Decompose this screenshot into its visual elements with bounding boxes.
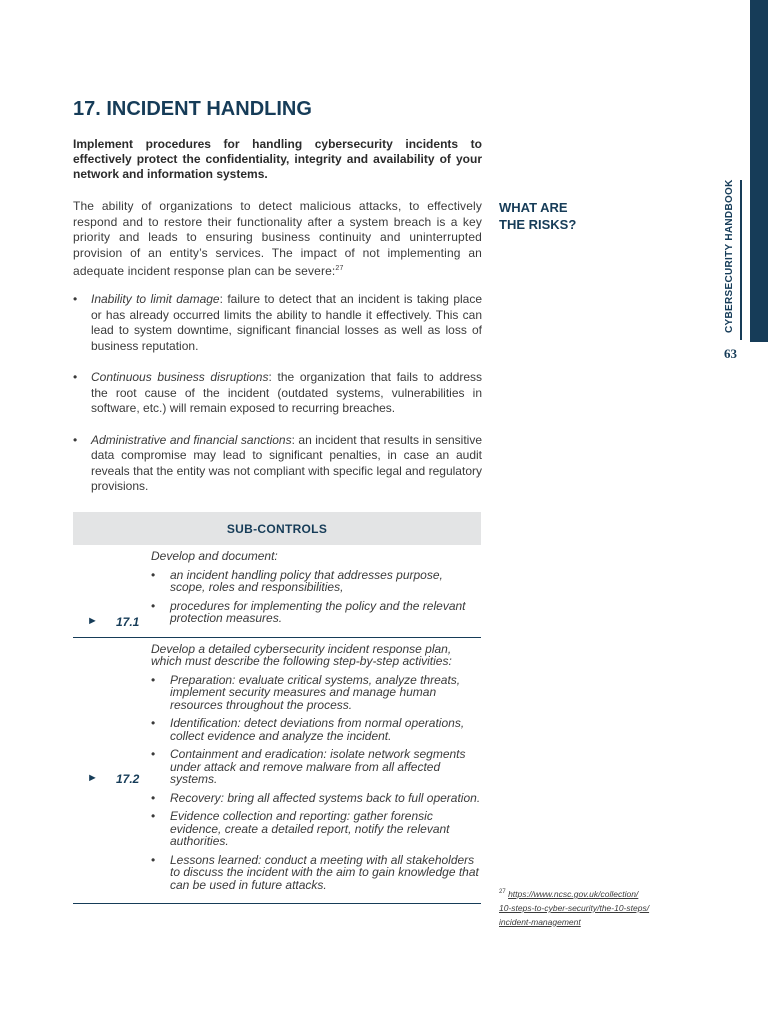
footnote-line [499, 885, 699, 901]
subcontrol-number: 17.1 [116, 615, 140, 629]
subcontrol-lead: Develop a detailed cybersecurity incident response plan, which must describe the following step-by-step activities: [151, 641, 452, 668]
arrow-right-icon: ► [87, 771, 98, 784]
risk-item [73, 292, 482, 354]
side-color-bar [750, 0, 768, 342]
handbook-label: CYBERSECURITY HANDBOOK [724, 179, 735, 333]
list-item-text: procedures for implementing the policy and the relevant protection measures. [170, 598, 466, 625]
subcontrol-number: 17.2 [116, 771, 140, 786]
risks-heading-line-2: THE RISKS? [499, 217, 577, 232]
risk-text: : failure to detect that an incident is taking place or has already occurred limits the ability to handle it effectively. This can lead to system downtime, significant financial losses as well as loss of business reputation. [91, 292, 483, 353]
subcontrol-body [151, 545, 481, 637]
list-item-text: Containment and eradication: isolate network segments under attack and remove malware from all affected systems. [170, 747, 466, 786]
footnote-line [499, 901, 699, 915]
arrow-right-icon: ► [87, 615, 98, 627]
subcontrol-body [151, 638, 481, 904]
bullet-icon: • [151, 747, 156, 761]
risk-term: Administrative and financial sanctions [91, 432, 292, 447]
subcontrol-items [151, 569, 481, 625]
subcontrols-header: SUB-CONTROLS [73, 512, 481, 545]
footnote-link[interactable]: https://www.ncsc.gov.uk/collection/ [508, 888, 639, 899]
body-paragraph [73, 199, 482, 280]
subcontrol-lead: Develop and document: [151, 549, 278, 563]
bullet-icon: • [73, 292, 78, 306]
bullet-icon: • [151, 598, 156, 613]
bullet-icon: • [73, 370, 78, 384]
risk-list [73, 292, 482, 511]
list-item [151, 792, 481, 805]
list-item-text: an incident handling policy that addresses purpose, scope, roles and responsibilities, [170, 567, 443, 594]
bullet-icon: • [151, 790, 156, 805]
subcontrol-row-17-2 [73, 638, 481, 905]
list-item [151, 748, 481, 786]
subcontrol-items [151, 674, 481, 892]
bullet-icon: • [151, 716, 156, 730]
footnote-line [499, 915, 699, 929]
page-number: 63 [724, 346, 737, 361]
list-item [151, 600, 481, 625]
footnote-ref: 27 [335, 265, 344, 272]
risk-text: : the organization that fails to address the root cause of the incident (outdated systems, vulnerabilities in software, etc.) will remain exposed to recurring breaches. [91, 370, 482, 415]
risks-heading-line-1: WHAT ARE [499, 200, 568, 215]
body-paragraph-text: The ability of organizations to detect malicious attacks, to effectively respond and to restore their functionality after a system breach is a key priority and leads to ensuring business continuity and uninterrupted provision of an entity’s services. The impact of not implementing an adequate incident response plan can be severe: [73, 199, 482, 278]
footnote-link[interactable]: 10-steps-to-cyber-security/the-10-steps/ [499, 902, 650, 913]
bullet-icon: • [73, 432, 78, 447]
risk-term: Continuous business disruptions [91, 370, 269, 384]
footnote-link[interactable]: incident-management [499, 916, 581, 927]
list-item [151, 569, 481, 594]
risks-heading [499, 199, 609, 233]
bullet-icon: • [151, 852, 156, 867]
bullet-icon: • [151, 567, 156, 582]
bullet-icon: • [151, 809, 156, 823]
list-item [151, 810, 481, 848]
footnote [499, 885, 699, 929]
risk-term: Inability to limit damage [91, 292, 220, 306]
list-item [151, 854, 481, 892]
risk-item [73, 370, 482, 417]
list-item [151, 717, 481, 742]
list-item-text: Preparation: evaluate critical systems, analyze threats, implement security measures and manage human resources throughout the process. [170, 672, 461, 712]
list-item-text: Lessons learned: conduct a meeting with all stakeholders to discuss the incident with the aim to gain knowledge that can be used in future attacks. [170, 852, 479, 892]
section-title: 17. INCIDENT HANDLING [73, 98, 312, 120]
list-item [151, 674, 481, 712]
risk-item [73, 433, 482, 495]
risk-text: : an incident that results in sensitive data compromise may lead to significant penalties, in case an audit reveals that the entity was not compliant with specific legal and regulatory provisions. [91, 432, 482, 493]
subcontrols-table [73, 512, 481, 904]
list-item-text: Recovery: bring all affected systems back to full operation. [170, 790, 481, 805]
intro-text: Implement procedures for handling cybersecurity incidents to effectively protect the confidentiality, integrity and availability of your network and information systems. [73, 137, 482, 181]
bullet-icon: • [151, 672, 156, 687]
subcontrol-row-17-1 [73, 545, 481, 638]
list-item-text: Evidence collection and reporting: gather forensic evidence, create a detailed report, notify the relevant authorities. [170, 809, 450, 848]
side-rule [740, 180, 742, 340]
list-item-text: Identification: detect deviations from normal operations, collect evidence and analyze the incident. [170, 716, 465, 743]
footnote-number: 27 [499, 889, 506, 895]
